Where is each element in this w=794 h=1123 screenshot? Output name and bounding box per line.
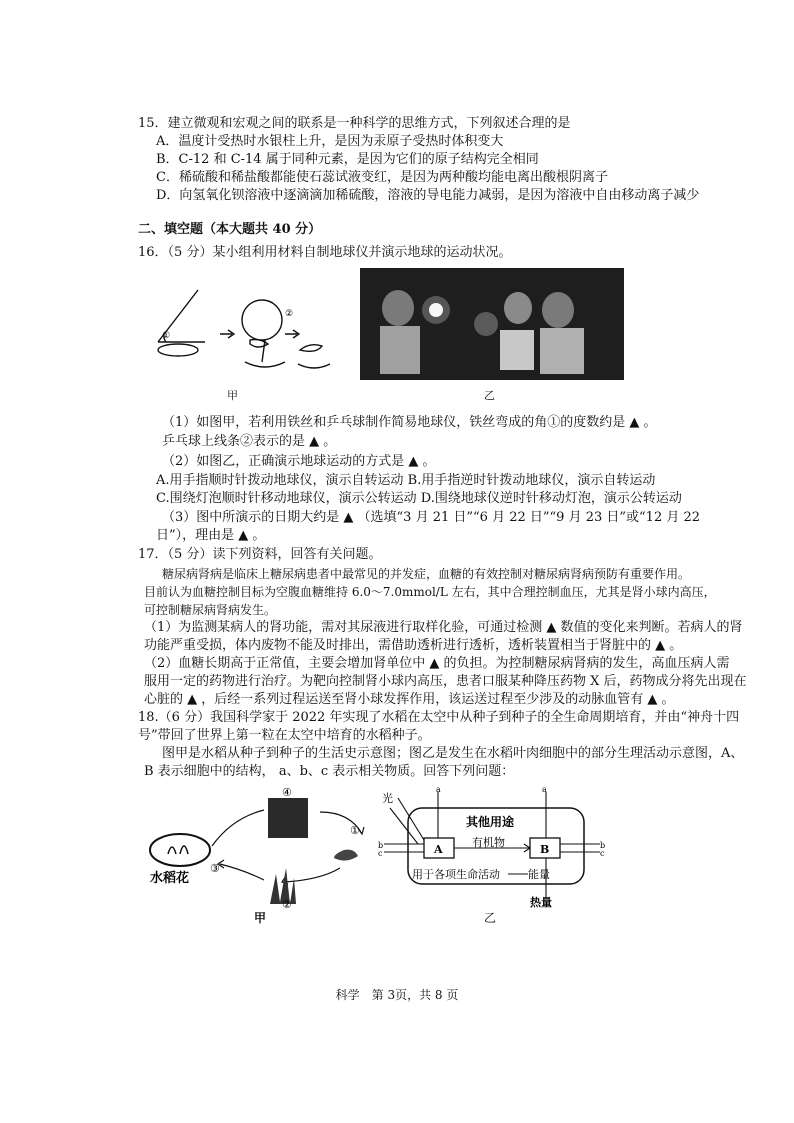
matter-a-left: a [436, 786, 441, 794]
rice-lifecycle-figure [140, 784, 390, 924]
life-activity-label: 用于各项生命活动 [412, 868, 500, 881]
q15-option-c: C．稀硫酸和稀盐酸都能使石蕊试液变红，是因为两种酸均能电离出酸根阴离子 [156, 170, 608, 185]
demonstration-photo [360, 268, 624, 380]
fig16-label-jia: 甲 [227, 389, 238, 402]
organic-matter-label: 有机物 [472, 836, 505, 849]
fig16-label-yi: 乙 [484, 389, 495, 402]
q16-part2: （2）如图乙，正确演示地球运动的方式是 ▲ 。 [162, 454, 436, 469]
q15-option-a: A．温度计受热时水银柱上升，是因为汞原子受热时体积变大 [156, 134, 504, 149]
rice-mark-4: ④ [282, 786, 292, 799]
q16-options-cd: C.围绕灯泡顺时针移动地球仪，演示公转运动 D.围绕地球仪逆时针移动灯泡，演示公转运动 [156, 491, 682, 506]
q18-desc-1: 图甲是水稻从种子到种子的生活史示意图；图乙是发生在水稻叶肉细胞中的部分生理活动示意图，A、 [162, 746, 744, 761]
matter-c-right: c [600, 849, 605, 858]
q16-part1-line2: 乒乓球上线条②表示的是 ▲ 。 [162, 434, 337, 449]
matter-b-right: b [600, 841, 606, 850]
q15-option-b: B．C-12 和 C-14 属于同种元素，是因为它们的原子结构完全相同 [156, 152, 539, 167]
q17-part2-line3: 心脏的 ▲ ，后经一系列过程运送至肾小球发挥作用，该运送过程至少涉及的动脉血管有 ▲ 。 [144, 692, 675, 707]
other-use-label: 其他用途 [466, 815, 515, 829]
structure-b-label: B [540, 843, 550, 856]
rice-mark-1: ① [350, 824, 360, 837]
q15-option-d: D．向氢氧化钡溶液中逐滴滴加稀硫酸，溶液的导电能力减弱，是因为溶液中自由移动离子减少 [156, 188, 700, 203]
q16-part1-line1: （1）如图甲，若利用铁丝和乒乓球制作简易地球仪，铁丝弯成的角①的度数约是 ▲ 。 [162, 415, 657, 430]
rice-flower-label: 水稻花 [150, 871, 190, 886]
energy-label: 能量 [528, 868, 550, 881]
q16-part3-line2: 日”），理由是 ▲ 。 [156, 528, 266, 543]
structure-a-label: A [434, 843, 443, 856]
section-heading: 二、填空题（本大题共 40 分） [138, 222, 322, 237]
q16-options-ab: A.用手指顺时针拨动地球仪，演示自转运动 B.用手指逆时针拨动地球仪，演示自转运动 [156, 473, 656, 488]
q18-stem-1: 18.（6 分）我国科学家于 2022 年实现了水稻在太空中从种子到种子的全生命周期培育，并由“神舟十四 [138, 710, 740, 725]
heat-label: 热量 [530, 896, 552, 909]
q17-material-3: 可控制糖尿病肾病发生。 [144, 603, 277, 617]
rice-mark-3: ③ [210, 862, 220, 875]
q18-desc-2: B 表示细胞中的结构， a、b、c 表示相关物质。回答下列问题： [144, 764, 515, 779]
q16-part3-line1: （3）图中所演示的日期大约是 ▲ （选填“3 月 21 日”“6 月 22 日”“9 月 23 日”或“12 月 22 [162, 510, 701, 525]
q17-part2-line2: 服用一定的药物进行治疗。为靶向控制肾小球内高压，患者口服某种降压药物 X 后，药物成分将先出现在 [144, 674, 747, 689]
cell-physiology-figure [378, 786, 608, 910]
fig-mark-1: ① [162, 331, 171, 341]
q17-part1-line1: （1）为监测某病人的肾功能，需对其尿液进行取样化验，可通过检测 ▲ 数值的变化来判断。若病人的肾 [144, 620, 743, 635]
q17-stem: 17．（5 分）读下列资料，回答有关问题。 [138, 547, 382, 562]
page-footer: 科学 第 3页，共 8 页 [335, 988, 459, 1002]
fig-mark-2: ② [285, 309, 294, 319]
q17-part1-line2: 功能严重受损，体内废物不能及时排出，需借助透析进行透析，透析装置相当于肾脏中的 ▲ 。 [144, 638, 683, 653]
matter-a-right: a [542, 786, 547, 794]
matter-b-left: b [378, 841, 384, 850]
fig18-label-jia: 甲 [254, 911, 267, 925]
q17-material-1: 糖尿病肾病是临床上糖尿病患者中最常见的并发症，血糖的有效控制对糖尿病肾病预防有重要作用。 [162, 567, 691, 581]
globe-sketch-figure [150, 282, 335, 384]
matter-c-left: c [378, 849, 383, 858]
q15-stem: 15．建立微观和宏观之间的联系是一种科学的思维方式，下列叙述合理的是 [138, 116, 571, 131]
q16-stem: 16．（5 分）某小组利用材料自制地球仪并演示地球的运动状况。 [138, 245, 512, 260]
q18-stem-2: 号”带回了世界上第一粒在太空中培育的水稻种子。 [138, 728, 431, 743]
rice-mark-2: ② [282, 898, 292, 911]
q17-material-2: 目前认为血糖控制目标为空腹血糖维持 6.0～7.0mmol/L 左右，其中合理控制血压，尤其是肾小球内高压， [144, 585, 716, 599]
fig18-label-yi: 乙 [484, 911, 497, 925]
light-label: 光 [382, 792, 393, 805]
q17-part2-line1: （2）血糖长期高于正常值，主要会增加肾单位中 ▲ 的负担。为控制糖尿病肾病的发生，高血压病人需 [144, 656, 730, 671]
